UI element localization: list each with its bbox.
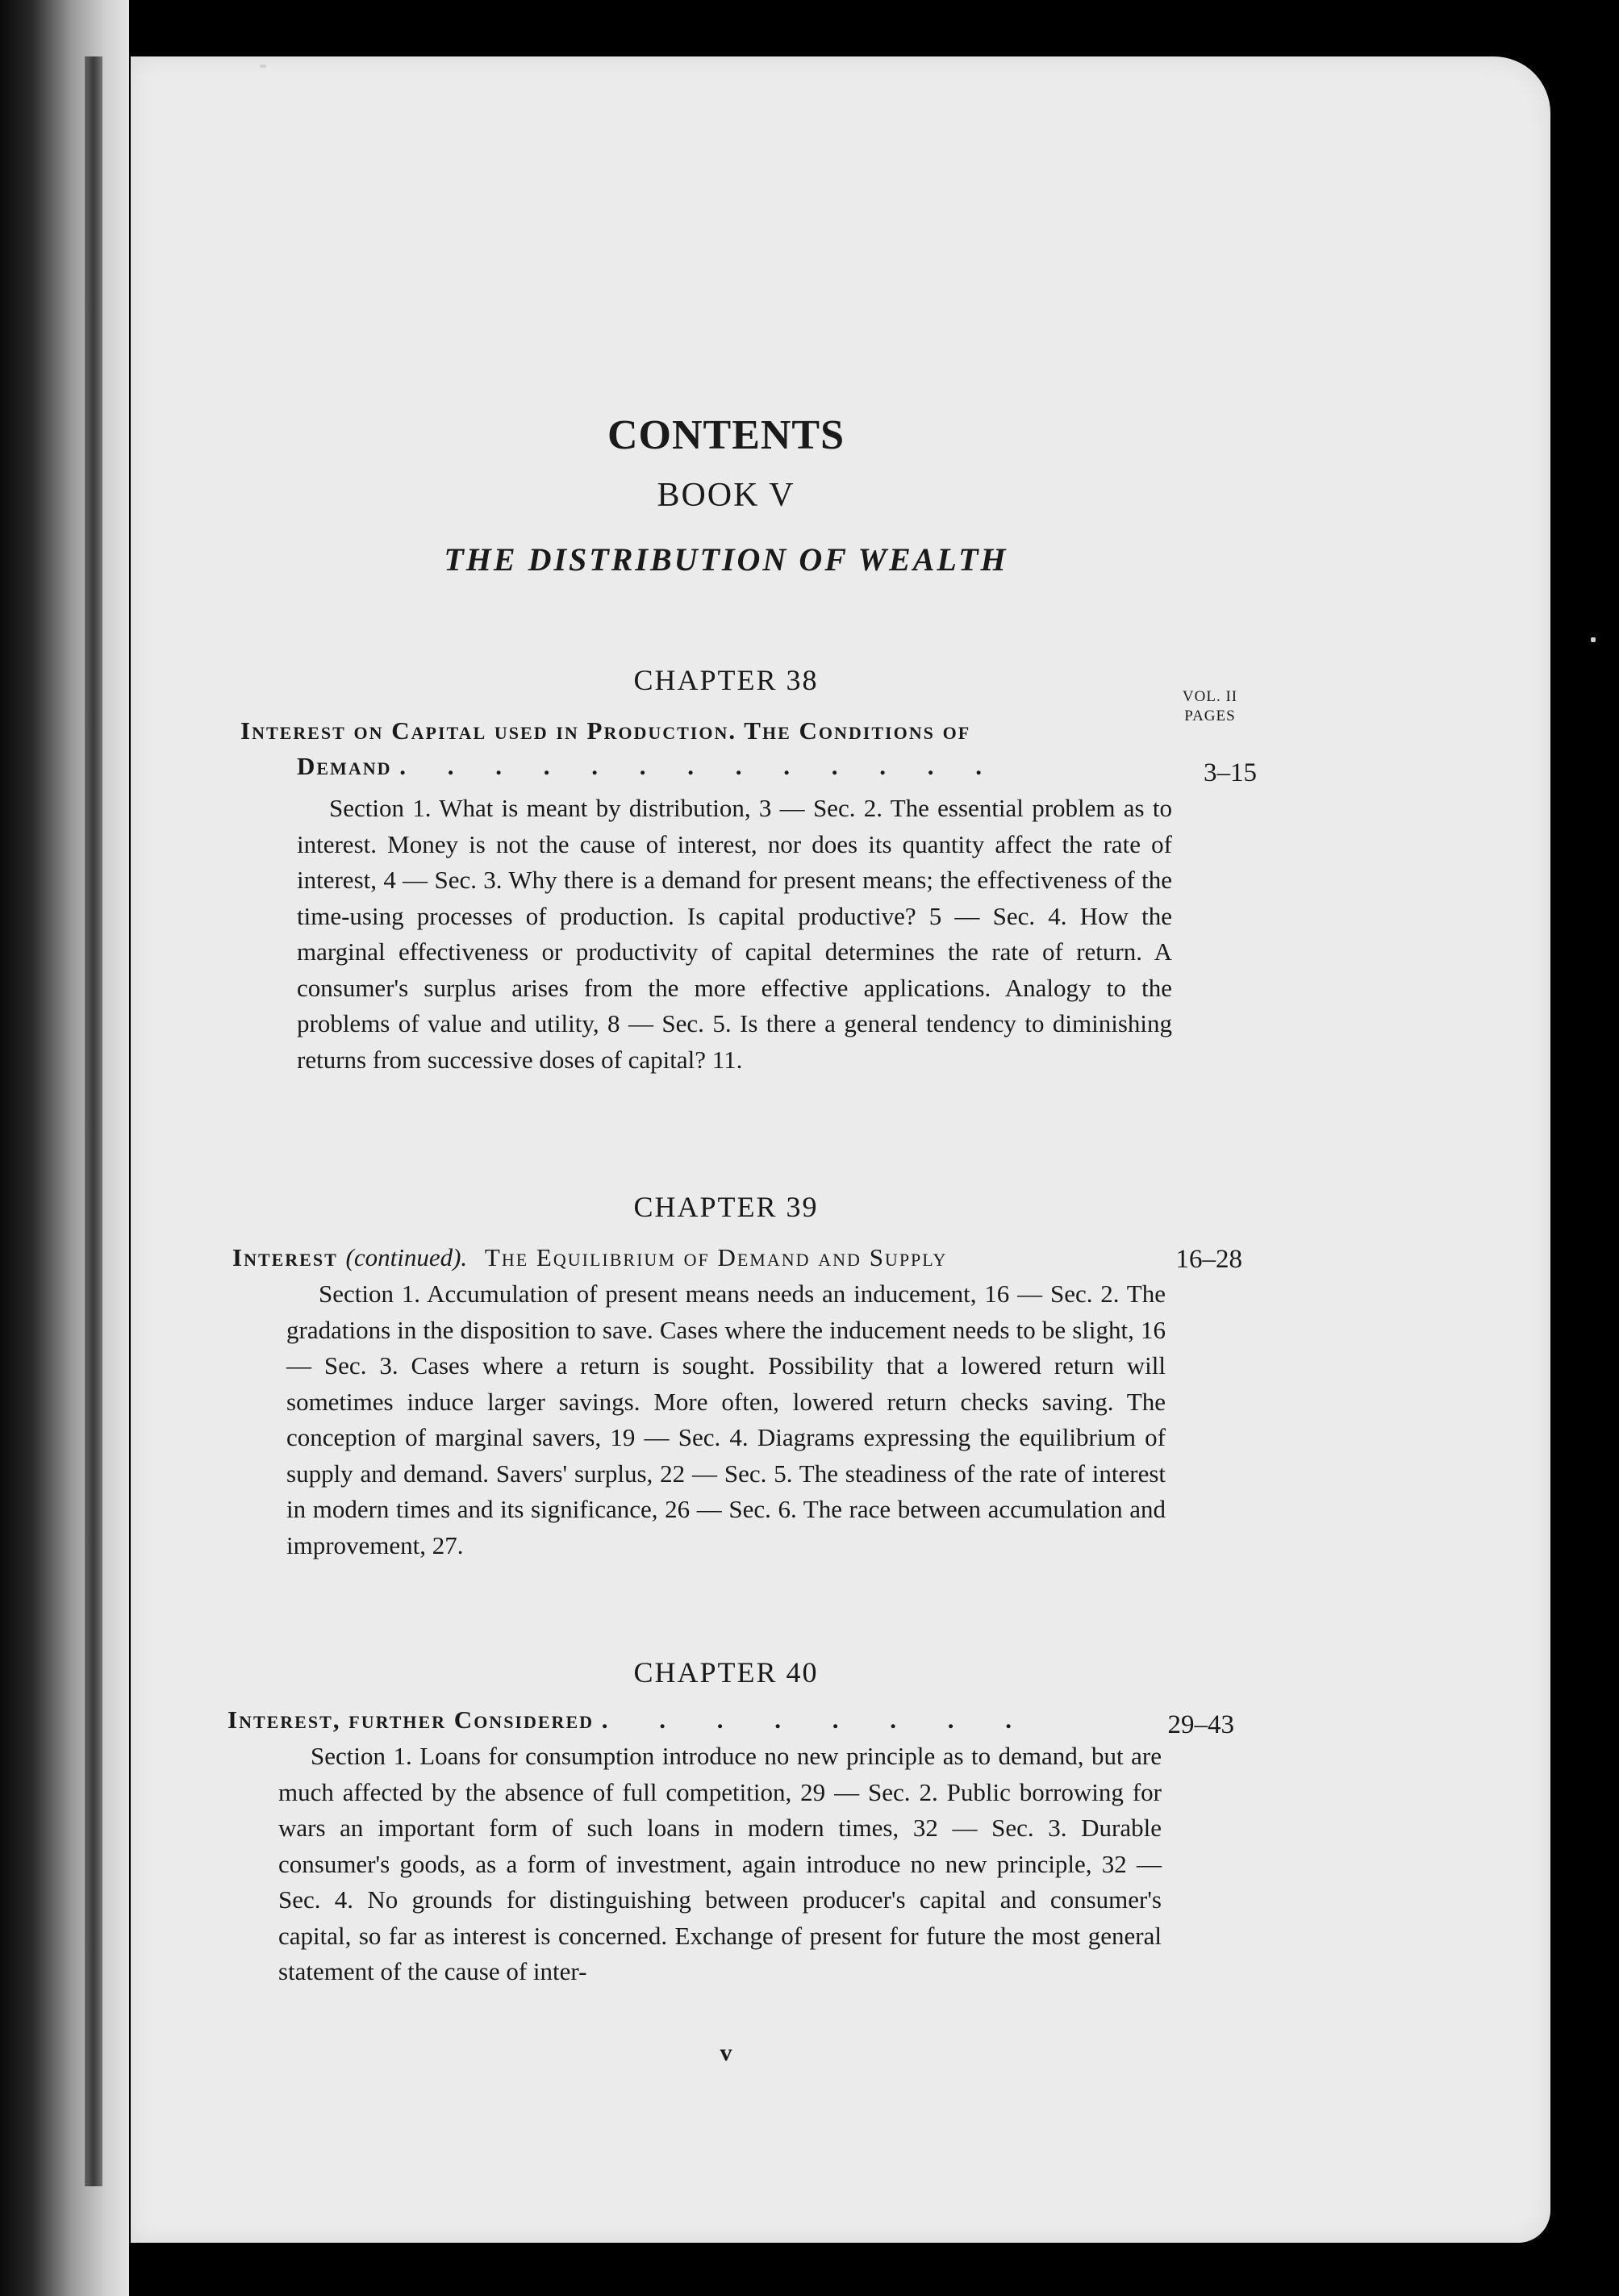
- chapter-39-pages: 16–28: [1175, 1245, 1242, 1274]
- chapter-39-heading-rest: The Equilibrium of Demand and Supply: [484, 1243, 948, 1271]
- leader-dots: . . . . . . . . . . . . .: [399, 752, 999, 780]
- leader-dots: . . . . . . . .: [601, 1705, 1035, 1734]
- book-number: BOOK V: [657, 477, 795, 514]
- contents-title: CONTENTS: [607, 412, 845, 458]
- volume-label: VOL. II: [1182, 688, 1238, 705]
- chapter-38-heading: [240, 713, 1253, 749]
- chapter-39-label: CHAPTER 39: [633, 1191, 819, 1223]
- chapter-39-heading-continued: (continued).: [345, 1243, 468, 1271]
- chapter-39-heading-main: Interest: [232, 1243, 338, 1271]
- chapter-40-heading: Interest, further Considered: [227, 1705, 595, 1734]
- page-speck: [260, 65, 266, 68]
- page-folio: v: [720, 2039, 732, 2066]
- book-spine-gutter: [0, 0, 129, 2296]
- chapter-40-heading-row: [227, 1702, 1163, 1738]
- chapter-39-heading: [232, 1240, 1152, 1275]
- pages-label: PAGES: [1184, 708, 1236, 724]
- chapter-40-label: CHAPTER 40: [633, 1656, 819, 1689]
- chapter-38-pages: 3–15: [1204, 758, 1257, 787]
- book-title: THE DISTRIBUTION OF WEALTH: [444, 541, 1008, 578]
- chapter-39-summary: Section 1. Accumulation of present means needs an inducement, 16 — Sec. 2. The gradations in the disposition to save. Cases where the inducement needs to be slight, 16 — Sec. 3. Cases where a return is sought. Possibility that a lowered return will sometimes induce larger savings. More often, lowered return checks saving. The conception of marginal savers, 19 — Sec. 4. Diagrams expressing the equilibrium of supply and demand. Savers' surplus, 22 — Sec. 5. The steadiness of the rate of interest in modern times and its significance, 26 — Sec. 6. The race between accumulation and improvement, 27.: [286, 1279, 1166, 1559]
- binding-edge: [85, 56, 102, 2186]
- chapter-38-heading-line1: Interest on Capital used in Production. The Conditions of: [240, 716, 971, 745]
- chapter-38-summary: Section 1. What is meant by distribution, 3 — Sec. 2. The essential problem as to interest. Money is not the cause of interest, nor does its quantity affect the rate of interest, 4 — Sec. 3. Why there is a demand for present means; the effectiveness of the time-using processes of production. Is capital productive? 5 — Sec. 4. How the marginal effectiveness or productivity of capital determines the rate of return. A consumer's surplus arises from the more effective applications. Analogy to the problems of value and utility, 8 — Sec. 5. Is there a general tendency to diminishing returns from successive doses of capital? 11.: [297, 794, 1172, 1074]
- chapter-40-summary: Section 1. Loans for consumption introduce no new principle as to demand, but are much affected by the absence of full competition, 29 — Sec. 2. Public borrowing for wars an important form of such loans in modern times, 32 — Sec. 3. Durable consumer's goods, as a form of investment, again introduce no new principle, 32 — Sec. 4. No grounds for distinguishing between producer's capital and consumer's capital, so far as interest is concerned. Exchange of present for future the most general statement of the cause of inter-: [278, 1742, 1162, 1985]
- chapter-38-heading-cont: [297, 749, 1265, 784]
- chapter-38-label: CHAPTER 38: [633, 664, 819, 696]
- page-speck: [1591, 637, 1596, 642]
- chapter-38-heading-line2: Demand: [297, 752, 392, 780]
- chapter-40-pages: 29–43: [1167, 1710, 1234, 1739]
